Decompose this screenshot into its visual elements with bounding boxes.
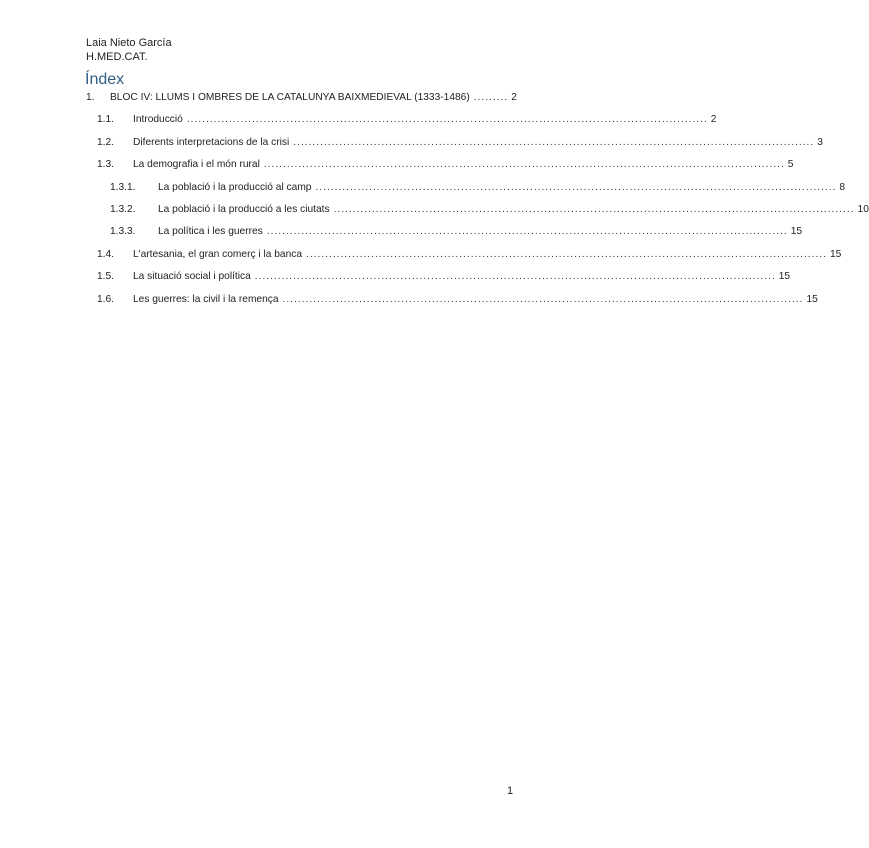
toc-leader-dots: ........................................................................................................................................: [282, 293, 804, 305]
toc-leader-dots: .........: [473, 92, 509, 103]
toc-entry-label: Les guerres: la civil i la remença: [133, 293, 279, 305]
toc-leader-dots: ........................................................................................................................................: [263, 159, 785, 171]
toc-leader-dots: ........................................................................................................................................: [306, 248, 827, 260]
toc-entry-label: La situació social i política: [133, 271, 251, 283]
toc-entry-page: 2: [710, 114, 717, 126]
toc-entry-page: 15: [778, 271, 791, 283]
page-number: 1: [507, 785, 514, 797]
toc-entry-number: 1.6.: [97, 293, 114, 305]
toc-leader-dots: ........................................................................................................................................: [254, 271, 776, 283]
toc-entry[interactable]: [86, 293, 818, 308]
toc-entry-label: Diferents interpretacions de la crisi: [133, 136, 290, 148]
toc-entry-number: 1.3.3.: [110, 226, 136, 238]
toc-entry-number: 1.3.1.: [110, 181, 136, 193]
course-code: H.MED.CAT.: [86, 51, 148, 63]
toc-entry-label: L'artesania, el gran comerç i la banca: [133, 248, 302, 260]
toc-entry[interactable]: [86, 92, 517, 106]
page-header: [86, 36, 172, 64]
toc-entry-label: BLOC IV: LLUMS I OMBRES DE LA CATALUNYA BAIXMEDIEVAL (1333-1486): [110, 92, 470, 103]
toc-entry-label: La població i la producció al camp: [158, 181, 312, 193]
toc-entry[interactable]: [86, 136, 823, 151]
toc-entry-page: 15: [790, 226, 803, 238]
toc-entry-page: 10: [857, 204, 869, 215]
toc-entry-page: 2: [511, 92, 517, 103]
toc-entry[interactable]: [86, 159, 794, 173]
toc-entry-number: 1.3.: [97, 159, 114, 171]
toc-entry-number: 1.4.: [97, 248, 114, 260]
toc-entry-label: La població i la producció a les ciutats: [158, 204, 330, 215]
toc-leader-dots: ........................................................................................................................................: [333, 204, 855, 215]
toc-entry-label: La demografia i el món rural: [133, 159, 260, 171]
toc-leader-dots: ........................................................................................................................................: [186, 114, 708, 126]
toc-entry[interactable]: [86, 271, 791, 285]
toc-entry-page: 15: [806, 293, 818, 305]
toc-entry-page: 3: [817, 136, 823, 148]
toc-entry-page: 15: [829, 248, 842, 260]
toc-entry-page: 8: [839, 181, 846, 193]
toc-entry[interactable]: [86, 114, 717, 128]
toc-leader-dots: ........................................................................................................................................: [266, 226, 788, 238]
toc-leader-dots: ........................................................................................................................................: [293, 136, 815, 148]
toc-entry[interactable]: [86, 204, 869, 218]
toc-entry-number: 1.: [86, 92, 95, 103]
toc-leader-dots: ........................................................................................................................................: [315, 181, 837, 193]
toc-entry-number: 1.5.: [97, 271, 114, 283]
toc-entry[interactable]: [86, 226, 803, 240]
toc-title: Índex: [85, 71, 125, 88]
toc-entry-page: 5: [787, 159, 794, 171]
toc-entry-number: 1.2.: [97, 136, 114, 148]
toc-entry-number: 1.3.2.: [110, 204, 136, 215]
toc-entry[interactable]: [86, 181, 846, 196]
toc-entry-label: Introducció: [133, 114, 183, 126]
toc-entry-number: 1.1.: [97, 114, 114, 126]
author-name: Laia Nieto García: [86, 37, 172, 49]
toc-entry[interactable]: [86, 248, 842, 263]
toc-entry-label: La política i les guerres: [158, 226, 263, 238]
